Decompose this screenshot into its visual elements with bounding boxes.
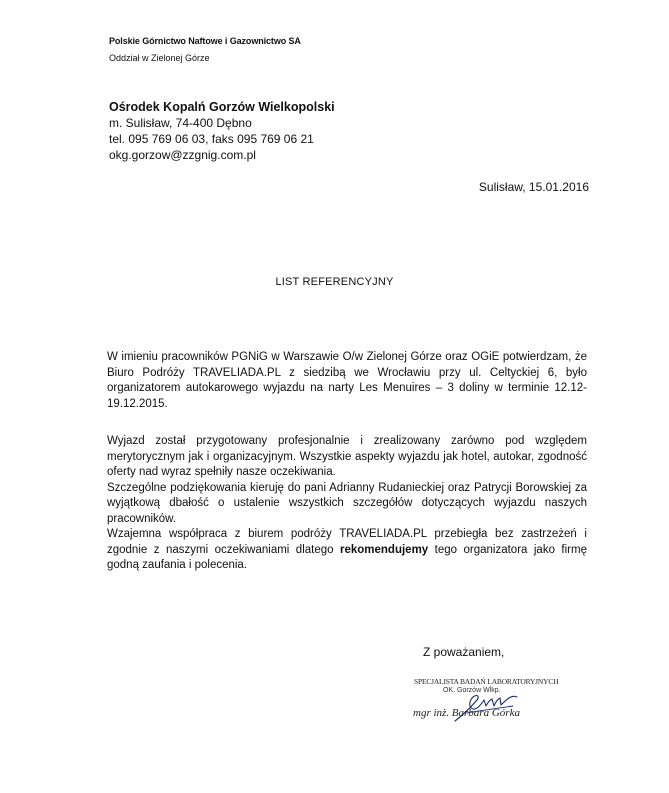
letter-title: LIST REFERENCYJNY — [275, 276, 394, 288]
body-paragraph-3: Szczególne podziękowania kieruję do pani Adrianny Rudanieckiej oraz Patrycji Borowskiej za wyjątkową dbałość o ustalenie wszystkich szczegółów dotyczących wyjazdu naszych pracowników. — [107, 481, 587, 525]
sender-block — [109, 99, 439, 163]
letterhead — [109, 33, 429, 67]
body-paragraph-1: W imieniu pracowników PGNiG w Warszawie O/w Zielonej Górze oraz OGiE potwierdzam, że Biuro Podróży TRAVELIADA.PL z siedzibą we Wrocławiu przy ul. Celtyckiej 6, było organizatorem autokarowego wyjazdu na narty Les Menuires – 3 doliny w terminie 12.12-19.12.2015. — [107, 351, 587, 410]
closing-salutation: Z poważaniem, — [423, 645, 505, 659]
stamp-title: SPECJALISTA BADAŃ LABORATORYJNYCH — [414, 677, 559, 686]
body-paragraph-2: Wyjazd został przygotowany profesjonalnie i zrealizowany zarówno pod względem merytorycznym jak i organizacyjnym. Wszystkie aspekty wyjazdu jak hotel, autokar, zgodność oferty nad wyraz spełniły nasze oczekiwania. — [107, 435, 587, 478]
body-paragraph-4-before: Wzajemna współpraca z biurem podróży TRAVELIADA.PL przebiegła bez zastrzeżeń i zgodnie z naszymi oczekiwaniami dlatego — [107, 528, 587, 556]
recommend-emphasis: rekomendujemy — [340, 543, 429, 556]
branch-name: Oddział w Zielonej Górze — [109, 53, 210, 63]
stamp-name: mgr inż. Barbara Górka — [413, 707, 520, 719]
body-paragraph-4 — [107, 527, 587, 574]
body-paragraph-4-after: tego organizatora jako firmę godną zaufania i polecenia. — [107, 543, 587, 571]
stamp-unit: OK. Gorzów Wlkp. — [443, 687, 501, 694]
company-name: Polskie Górnictwo Naftowe i Gazownictwo SA — [109, 36, 301, 46]
sender-address: m. Sulisław, 74-400 Dębno — [109, 116, 252, 130]
sender-email: okg.gorzow@zzgnig.com.pl — [109, 148, 256, 162]
signature-stamp — [410, 677, 560, 737]
place-date: Sulisław, 15.01.2016 — [478, 180, 589, 194]
sender-phone: tel. 095 769 06 03, faks 095 769 06 21 — [109, 132, 314, 146]
sender-organization: Ośrodek Kopalń Gorzów Wielkopolski — [109, 100, 335, 114]
letter-body — [107, 350, 587, 574]
